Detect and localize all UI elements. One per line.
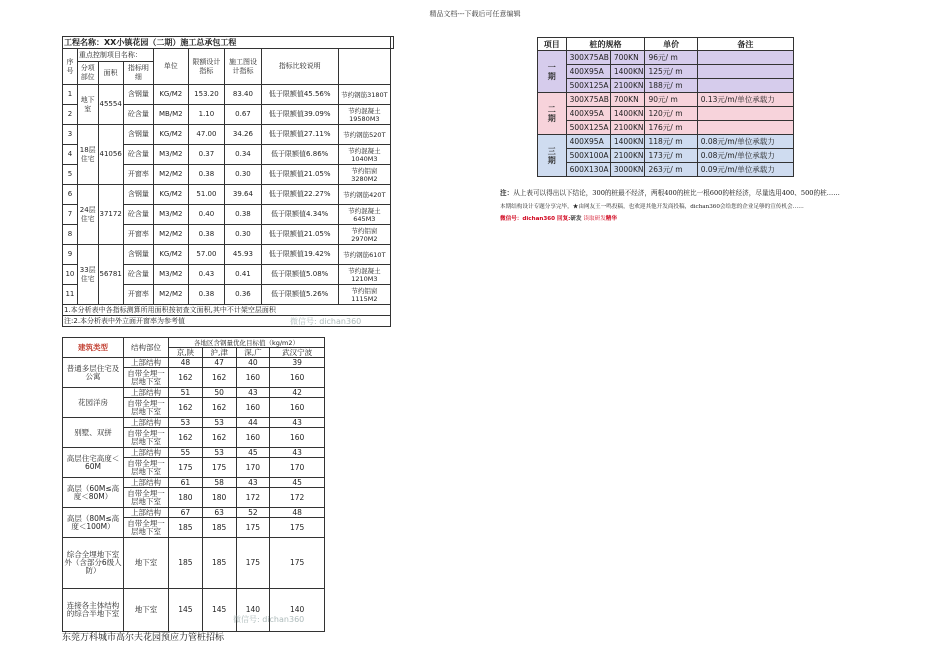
cell-value: 175 bbox=[270, 518, 325, 538]
cell-building-type: 高层（60M≤高度＜80M） bbox=[63, 478, 124, 508]
steel-target-table bbox=[62, 337, 325, 632]
cell-struct-part: 自带全埋一层地下室 bbox=[124, 368, 169, 388]
cell-remark bbox=[697, 65, 793, 79]
cell-capacity: 1400KN bbox=[610, 65, 645, 79]
table-row bbox=[538, 121, 794, 135]
cell-value: 180 bbox=[202, 488, 236, 508]
cell-compare: 低于限额值45.56% bbox=[261, 85, 338, 105]
cell-spec: 600X130A bbox=[566, 163, 610, 177]
cell-unit: M2/M2 bbox=[153, 165, 188, 185]
col-limit: 限额设计指标 bbox=[188, 49, 225, 85]
cell-saving: 节约钢筋420T bbox=[338, 185, 390, 205]
cell-design: 0.36 bbox=[225, 285, 261, 305]
cell-design: 0.38 bbox=[225, 205, 261, 225]
cell-value: 53 bbox=[202, 418, 236, 428]
cell-value: 45 bbox=[236, 448, 270, 458]
cell-unit: M2/M2 bbox=[153, 225, 188, 245]
cell-value: 44 bbox=[236, 418, 270, 428]
cell-part: 33层住宅 bbox=[77, 245, 98, 305]
cell-indicator: 含钢量 bbox=[123, 185, 153, 205]
col-unit: 单位 bbox=[153, 49, 188, 85]
cell-value: 185 bbox=[169, 518, 203, 538]
cell-building-type: 花园洋房 bbox=[63, 388, 124, 418]
limit-design-table bbox=[62, 36, 394, 327]
cell-value: 48 bbox=[169, 358, 203, 368]
cell-limit: 0.40 bbox=[188, 205, 225, 225]
cell-indicator: 含钢量 bbox=[123, 125, 153, 145]
region-header: 京,陕 bbox=[169, 348, 203, 358]
cell-price: 96元/ m bbox=[645, 51, 697, 65]
cell-remark: 0.09元/m/单位承载力 bbox=[697, 163, 793, 177]
col-head1: 重点控制项目名称： bbox=[77, 49, 153, 62]
cell-capacity: 700KN bbox=[610, 51, 645, 65]
cell-saving: 节约混凝土1040M3 bbox=[338, 145, 390, 165]
cell-capacity: 3000KN bbox=[610, 163, 645, 177]
cell-building-type: 高层（80M≤高度＜100M） bbox=[63, 508, 124, 538]
cell-seq: 9 bbox=[63, 245, 78, 265]
cell-saving: 节约铝窗2970M2 bbox=[338, 225, 390, 245]
region-header: 武汉宁波 bbox=[270, 348, 325, 358]
cell-value: 52 bbox=[236, 508, 270, 518]
cell-price: 125元/ m bbox=[645, 65, 697, 79]
col-compare: 指标比较说明 bbox=[261, 49, 338, 85]
cell-value: 160 bbox=[236, 398, 270, 418]
cell-value: 162 bbox=[169, 398, 203, 418]
table-row bbox=[63, 245, 394, 265]
table-row bbox=[63, 418, 325, 428]
col-seq: 序号 bbox=[63, 49, 78, 85]
cell-spec: 400X95A bbox=[566, 107, 610, 121]
cell-spec: 400X95A bbox=[566, 65, 610, 79]
cell-spec: 300X75AB bbox=[566, 51, 610, 65]
cell-compare: 低于限额值5.08% bbox=[261, 265, 338, 285]
cell-period: 三 期 bbox=[538, 135, 567, 177]
cell-spec: 300X75AB bbox=[566, 93, 610, 107]
cell-period: 一 期 bbox=[538, 51, 567, 93]
cell-seq: 5 bbox=[63, 165, 78, 185]
cell-price: 263元/ m bbox=[645, 163, 697, 177]
watermark: 微信号: dichan360 bbox=[233, 615, 305, 624]
cell-part: 24层住宅 bbox=[77, 185, 98, 245]
cell-building-type: 别墅、双拼 bbox=[63, 418, 124, 448]
cell-struct-part: 上部结构 bbox=[124, 448, 169, 458]
contribution-note: 本期结构设计专题分享完毕，★由网友王一鸣投稿，也欢迎其他开发商投稿，dichan360会给您的企业足够的宣传机会…… bbox=[500, 204, 804, 210]
cell-saving: 节约钢筋610T bbox=[338, 245, 390, 265]
cell-limit: 0.38 bbox=[188, 165, 225, 185]
cell-indicator: 砼含量 bbox=[123, 145, 153, 165]
page-header: 精品文档---下载后可任意编辑 bbox=[429, 10, 521, 18]
cell-value: 160 bbox=[236, 428, 270, 448]
cell-indicator: 含钢量 bbox=[123, 85, 153, 105]
cell-seq: 11 bbox=[63, 285, 78, 305]
cell-indicator: 砼含量 bbox=[123, 205, 153, 225]
table-row bbox=[63, 388, 325, 398]
table-row bbox=[63, 85, 394, 105]
cell-price: 188元/ m bbox=[645, 79, 697, 93]
cell-design: 0.41 bbox=[225, 265, 261, 285]
cell-seq: 10 bbox=[63, 265, 78, 285]
cell-value: 43 bbox=[236, 478, 270, 488]
cell-building-type: 高层住宅高度＜60M bbox=[63, 448, 124, 478]
cell-part: 地下室 bbox=[77, 85, 98, 125]
cell-seq: 1 bbox=[63, 85, 78, 105]
cell-spec: 500X100A bbox=[566, 149, 610, 163]
cell-capacity: 2100KN bbox=[610, 149, 645, 163]
cell-design: 83.40 bbox=[225, 85, 261, 105]
cell-value: 53 bbox=[202, 448, 236, 458]
cell-indicator: 开窗率 bbox=[123, 225, 153, 245]
cell-struct-part: 地下室 bbox=[124, 538, 169, 589]
cell-limit: 0.37 bbox=[188, 145, 225, 165]
col-pile-spec: 桩的规格 bbox=[566, 38, 645, 51]
cell-unit: M3/M2 bbox=[153, 265, 188, 285]
cell-value: 162 bbox=[202, 428, 236, 448]
cell-value: 53 bbox=[169, 418, 203, 428]
cell-value: 162 bbox=[202, 398, 236, 418]
table-row bbox=[538, 149, 794, 163]
table-row bbox=[63, 478, 325, 488]
col-indicator: 指标明细 bbox=[123, 62, 153, 85]
cell-limit: 51.00 bbox=[188, 185, 225, 205]
table-row bbox=[63, 185, 394, 205]
cell-value: 162 bbox=[169, 428, 203, 448]
cell-limit: 0.38 bbox=[188, 225, 225, 245]
cell-struct-part: 上部结构 bbox=[124, 358, 169, 368]
note-line-1: 1.本分析表中各指标测算所用面积按初查文面积,其中不计架空层面积 bbox=[63, 305, 391, 316]
cell-spec: 500X125A bbox=[566, 121, 610, 135]
cell-saving: 节约铝窗1115M2 bbox=[338, 285, 390, 305]
table-row bbox=[538, 93, 794, 107]
cell-value: 180 bbox=[169, 488, 203, 508]
cell-capacity: 2100KN bbox=[610, 121, 645, 135]
cell-unit: KG/M2 bbox=[153, 85, 188, 105]
table-row bbox=[63, 448, 325, 458]
note-line-2: 注:2.本分析表中外立面开窗率为参考值 bbox=[63, 316, 391, 327]
table-row bbox=[538, 163, 794, 177]
cell-spec: 500X125A bbox=[566, 79, 610, 93]
cell-value: 175 bbox=[236, 538, 270, 589]
cell-remark bbox=[697, 79, 793, 93]
cell-value: 172 bbox=[270, 488, 325, 508]
cell-area: 56781 bbox=[98, 245, 123, 305]
cell-struct-part: 上部结构 bbox=[124, 478, 169, 488]
cell-seq: 2 bbox=[63, 105, 78, 125]
cell-design: 34.26 bbox=[225, 125, 261, 145]
cell-remark bbox=[697, 51, 793, 65]
cell-saving: 节约混凝土645M3 bbox=[338, 205, 390, 225]
cell-unit: KG/M2 bbox=[153, 245, 188, 265]
cell-capacity: 2100KN bbox=[610, 79, 645, 93]
cell-value: 185 bbox=[169, 538, 203, 589]
cell-capacity: 1400KN bbox=[610, 107, 645, 121]
cell-design: 0.30 bbox=[225, 165, 261, 185]
cell-value: 42 bbox=[270, 388, 325, 398]
cell-value: 58 bbox=[202, 478, 236, 488]
table-row bbox=[63, 589, 325, 632]
col-struct-part: 结构部位 bbox=[124, 338, 169, 358]
cell-limit: 153.20 bbox=[188, 85, 225, 105]
cell-value: 175 bbox=[270, 538, 325, 589]
cell-remark bbox=[697, 107, 793, 121]
conclusion-note: 注：从上表可以得出以下结论，300的桩最不经济，两根400的桩比一根600的桩经济，尽量选用400、500的桩…… bbox=[500, 189, 840, 197]
cell-price: 173元/ m bbox=[645, 149, 697, 163]
cell-value: 45 bbox=[270, 478, 325, 488]
cell-seq: 3 bbox=[63, 125, 78, 145]
cell-value: 63 bbox=[202, 508, 236, 518]
cell-value: 162 bbox=[169, 368, 203, 388]
cell-remark: 0.13元/m/单位承载力 bbox=[697, 93, 793, 107]
cell-value: 43 bbox=[236, 388, 270, 398]
cell-struct-part: 自带全埋一层地下室 bbox=[124, 398, 169, 418]
cell-unit: M2/M2 bbox=[153, 285, 188, 305]
table-title: 工程名称：XX小镇花园（二期）施工总承包工程 bbox=[63, 37, 391, 49]
cell-limit: 47.00 bbox=[188, 125, 225, 145]
col-price: 单价 bbox=[645, 38, 697, 51]
col-design: 施工图设计指标 bbox=[225, 49, 261, 85]
cell-seq: 8 bbox=[63, 225, 78, 245]
cell-saving: 节约混凝土19580M3 bbox=[338, 105, 390, 125]
table-row bbox=[538, 65, 794, 79]
cell-value: 47 bbox=[202, 358, 236, 368]
cell-design: 45.93 bbox=[225, 245, 261, 265]
cell-compare: 低于限额值21.05% bbox=[261, 225, 338, 245]
cell-value: 160 bbox=[270, 368, 325, 388]
cell-value: 162 bbox=[202, 368, 236, 388]
cell-value: 175 bbox=[169, 458, 203, 478]
cell-unit: MB/M2 bbox=[153, 105, 188, 125]
cell-unit: M3/M2 bbox=[153, 145, 188, 165]
cell-seq: 4 bbox=[63, 145, 78, 165]
cell-value: 160 bbox=[270, 428, 325, 448]
cell-value: 67 bbox=[169, 508, 203, 518]
cell-compare: 低于限额值39.09% bbox=[261, 105, 338, 125]
cell-area: 37172 bbox=[98, 185, 123, 245]
cell-struct-part: 自带全埋一层地下室 bbox=[124, 518, 169, 538]
cell-capacity: 1400KN bbox=[610, 135, 645, 149]
region-header: 深,广 bbox=[236, 348, 270, 358]
cell-compare: 低于限额值19.42% bbox=[261, 245, 338, 265]
cell-area: 41056 bbox=[98, 125, 123, 185]
cell-value: 43 bbox=[270, 418, 325, 428]
cell-design: 0.34 bbox=[225, 145, 261, 165]
cell-compare: 低于限额值4.34% bbox=[261, 205, 338, 225]
cell-unit: KG/M2 bbox=[153, 125, 188, 145]
cell-compare: 低于限额值6.86% bbox=[261, 145, 338, 165]
cell-compare: 低于限额值22.27% bbox=[261, 185, 338, 205]
cell-struct-part: 自带全埋一层地下室 bbox=[124, 428, 169, 448]
cell-indicator: 开窗率 bbox=[123, 165, 153, 185]
table-row bbox=[538, 135, 794, 149]
table-row bbox=[63, 538, 325, 589]
cell-part: 18层住宅 bbox=[77, 125, 98, 185]
col-region-target: 各地区含钢量优化目标值（kg/m2） bbox=[169, 338, 325, 348]
cell-indicator: 砼含量 bbox=[123, 105, 153, 125]
wechat-note: 微信号：dichan360 回复:研发 读取研发精华 bbox=[500, 216, 617, 222]
cell-value: 48 bbox=[270, 508, 325, 518]
cell-remark bbox=[697, 121, 793, 135]
cell-limit: 0.43 bbox=[188, 265, 225, 285]
cell-design: 0.67 bbox=[225, 105, 261, 125]
col-part: 分项部位 bbox=[77, 62, 98, 85]
cell-value: 145 bbox=[202, 589, 236, 632]
cell-saving: 节约混凝土1210M3 bbox=[338, 265, 390, 285]
cell-saving: 节约钢筋520T bbox=[338, 125, 390, 145]
cell-capacity: 700KN bbox=[610, 93, 645, 107]
cell-value: 61 bbox=[169, 478, 203, 488]
cell-saving: 节约钢筋3180T bbox=[338, 85, 390, 105]
table-row bbox=[538, 51, 794, 65]
cell-spec: 400X95A bbox=[566, 135, 610, 149]
cell-value: 140 bbox=[270, 589, 325, 632]
cell-limit: 57.00 bbox=[188, 245, 225, 265]
cell-compare: 低于限额值21.05% bbox=[261, 165, 338, 185]
cell-struct-part: 自带全埋一层地下室 bbox=[124, 458, 169, 478]
cell-indicator: 砼含量 bbox=[123, 265, 153, 285]
cell-area: 45554 bbox=[98, 85, 123, 125]
col-building-type: 建筑类型 bbox=[63, 338, 124, 358]
cell-value: 172 bbox=[236, 488, 270, 508]
cell-value: 175 bbox=[236, 518, 270, 538]
cell-value: 160 bbox=[270, 398, 325, 418]
cell-unit: KG/M2 bbox=[153, 185, 188, 205]
cell-value: 43 bbox=[270, 448, 325, 458]
cell-building-type: 综合全埋地下室外（含部分6级人防） bbox=[63, 538, 124, 589]
cell-seq: 7 bbox=[63, 205, 78, 225]
cell-compare: 低于限额值27.11% bbox=[261, 125, 338, 145]
cell-value: 170 bbox=[270, 458, 325, 478]
cell-remark: 0.08元/m/单位承载力 bbox=[697, 149, 793, 163]
region-header: 沪,津 bbox=[202, 348, 236, 358]
table-row bbox=[538, 107, 794, 121]
cell-value: 55 bbox=[169, 448, 203, 458]
caption: 东莞万科城市高尔夫花园预应力管桩招标 bbox=[62, 633, 225, 643]
cell-struct-part: 自带全埋一层地下室 bbox=[124, 488, 169, 508]
cell-value: 40 bbox=[236, 358, 270, 368]
col-remark: 备注 bbox=[697, 38, 793, 51]
cell-building-type: 连接各主体结构的综合半地下室 bbox=[63, 589, 124, 632]
cell-compare: 低于限额值5.26% bbox=[261, 285, 338, 305]
cell-indicator: 开窗率 bbox=[123, 285, 153, 305]
col-area: 面积 bbox=[98, 62, 123, 85]
pile-price-table bbox=[537, 37, 794, 177]
cell-value: 39 bbox=[270, 358, 325, 368]
table-row bbox=[538, 79, 794, 93]
cell-price: 118元/ m bbox=[645, 135, 697, 149]
cell-remark: 0.08元/m/单位承载力 bbox=[697, 135, 793, 149]
cell-value: 51 bbox=[169, 388, 203, 398]
cell-value: 170 bbox=[236, 458, 270, 478]
cell-saving: 节约铝窗3280M2 bbox=[338, 165, 390, 185]
cell-limit: 0.38 bbox=[188, 285, 225, 305]
watermark: 微信号: dichan360 bbox=[290, 317, 362, 326]
cell-value: 160 bbox=[236, 368, 270, 388]
cell-price: 120元/ m bbox=[645, 107, 697, 121]
table-row bbox=[63, 508, 325, 518]
cell-value: 175 bbox=[202, 458, 236, 478]
cell-seq: 6 bbox=[63, 185, 78, 205]
cell-struct-part: 上部结构 bbox=[124, 388, 169, 398]
cell-value: 185 bbox=[202, 538, 236, 589]
cell-unit: M3/M2 bbox=[153, 205, 188, 225]
cell-price: 90元/ m bbox=[645, 93, 697, 107]
cell-design: 39.64 bbox=[225, 185, 261, 205]
table-row bbox=[63, 125, 394, 145]
cell-indicator: 含钢量 bbox=[123, 245, 153, 265]
cell-struct-part: 地下室 bbox=[124, 589, 169, 632]
cell-price: 176元/ m bbox=[645, 121, 697, 135]
table-row bbox=[63, 358, 325, 368]
cell-value: 50 bbox=[202, 388, 236, 398]
cell-building-type: 普通多层住宅及公寓 bbox=[63, 358, 124, 388]
col-project: 项目 bbox=[538, 38, 567, 51]
cell-period: 二 期 bbox=[538, 93, 567, 135]
cell-struct-part: 上部结构 bbox=[124, 418, 169, 428]
cell-value: 185 bbox=[202, 518, 236, 538]
cell-value: 140 bbox=[236, 589, 270, 632]
cell-design: 0.30 bbox=[225, 225, 261, 245]
cell-value: 145 bbox=[169, 589, 203, 632]
cell-limit: 1.10 bbox=[188, 105, 225, 125]
cell-struct-part: 上部结构 bbox=[124, 508, 169, 518]
